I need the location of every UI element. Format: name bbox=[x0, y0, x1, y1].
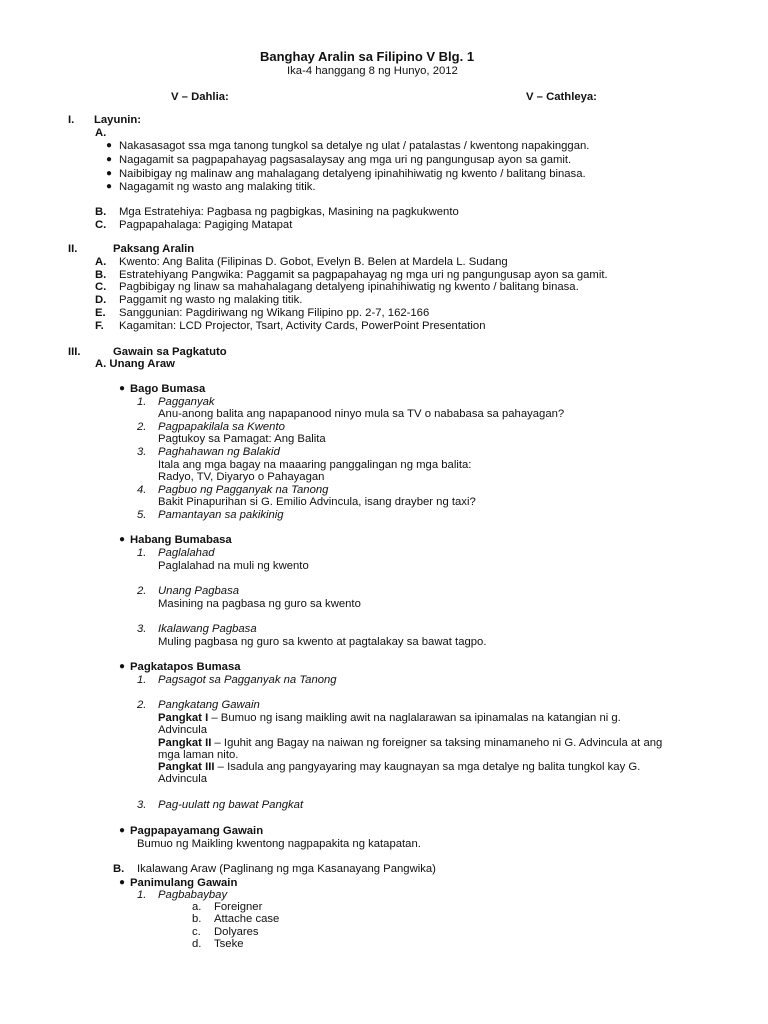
pangkat-2-line bbox=[158, 737, 662, 750]
layunin-heading: Layunin: bbox=[94, 114, 142, 126]
list-item-title: Paghahawan ng Balakid bbox=[158, 446, 280, 458]
list-letter: C. bbox=[95, 281, 107, 293]
list-item-text: Radyo, TV, Diyaryo o Pahayagan bbox=[158, 471, 325, 483]
section-number-i: I. bbox=[68, 114, 75, 126]
pangkat-1-cont: Advincula bbox=[158, 724, 207, 736]
list-item-title: Paglalahad bbox=[158, 547, 215, 559]
pangkat-3-line bbox=[158, 761, 640, 774]
bago-bumasa-heading: Bago Bumasa bbox=[130, 383, 206, 395]
list-item: Estratehiyang Pangwika: Paggamit sa pagpapahayag ng mga uri ng pangungusap ayon sa gamit. bbox=[119, 269, 608, 281]
list-number: 3. bbox=[137, 623, 147, 635]
list-item-title: Pagpapakilala sa Kwento bbox=[158, 421, 285, 433]
pagkatapos-bumasa-heading: Pagkatapos Bumasa bbox=[130, 661, 241, 673]
bullet-icon: ● bbox=[106, 140, 113, 151]
list-item-text: Anu-anong balita ang napapanood ninyo mula sa TV o nababasa sa pahayagan? bbox=[158, 408, 565, 420]
list-number: 3. bbox=[137, 799, 147, 811]
list-item-title: Pag-uulatt ng bawat Pangkat bbox=[158, 799, 304, 811]
list-letter: F. bbox=[95, 320, 104, 332]
list-item: Pagbibigay ng linaw sa mahahalagang detalyeng ipinahihiwatig ng kwento / balitang binasa. bbox=[119, 281, 579, 293]
list-number: 2. bbox=[137, 421, 147, 433]
list-number: 1. bbox=[137, 889, 147, 901]
list-item-text: Pagtukoy sa Pamagat: Ang Balita bbox=[158, 433, 326, 445]
pagpapayamang-gawain-heading: Pagpapayamang Gawain bbox=[130, 825, 264, 837]
pangkat-3-label: Pangkat III bbox=[158, 761, 215, 773]
gawain-heading: Gawain sa Pagkatuto bbox=[113, 346, 227, 358]
pangkat-1-line bbox=[158, 712, 621, 725]
word-letter: d. bbox=[192, 938, 202, 950]
list-item-title: Pagbuo ng Pagganyak na Tanong bbox=[158, 484, 329, 496]
list-item-text: Muling pagbasa ng guro sa kwento at pagtalakay sa bawat tagpo. bbox=[158, 636, 487, 648]
layunin-c-text: Pagpapahalaga: Pagiging Matapat bbox=[119, 219, 293, 231]
word-item: Dolyares bbox=[214, 926, 259, 938]
list-number: 1. bbox=[137, 674, 147, 686]
layunin-c-letter: C. bbox=[95, 219, 107, 231]
word-item: Attache case bbox=[214, 913, 280, 925]
bullet-icon: ● bbox=[119, 383, 126, 394]
bullet-icon: ● bbox=[106, 168, 113, 179]
list-item: Nakasasagot ssa mga tanong tungkol sa detalye ng ulat / patalastas / kwentong napakinggan. bbox=[119, 140, 590, 152]
list-letter: E. bbox=[95, 307, 106, 319]
pangkat-1-label: Pangkat I bbox=[158, 712, 209, 724]
list-item: Sanggunian: Pagdiriwang ng Wikang Filipino pp. 2-7, 162-166 bbox=[119, 307, 430, 319]
ikalawang-araw-letter: B. bbox=[113, 863, 125, 875]
list-number: 5. bbox=[137, 509, 147, 521]
pangkat-1-text: – Bumuo ng isang maikling awit na naglalarawan sa ipinamalas na katangian ni g. bbox=[208, 712, 621, 724]
list-number: 1. bbox=[137, 396, 147, 408]
section-number-iii: III. bbox=[68, 346, 81, 358]
layunin-b-text: Mga Estratehiya: Pagbasa ng pagbigkas, Masining na pagkukwento bbox=[119, 206, 459, 218]
list-item-title: Pagsagot sa Pagganyak na Tanong bbox=[158, 674, 337, 686]
list-item-title: Pangkatang Gawain bbox=[158, 699, 260, 711]
list-item-title: Pamantayan sa pakikinig bbox=[158, 509, 284, 521]
word-letter: b. bbox=[192, 913, 202, 925]
list-number: 3. bbox=[137, 446, 147, 458]
layunin-a-letter: A. bbox=[95, 127, 107, 139]
list-item-text: Paglalahad na muli ng kwento bbox=[158, 560, 309, 572]
pangkat-3-cont: Advincula bbox=[158, 773, 207, 785]
section-dahlia: V – Dahlia: bbox=[171, 91, 229, 103]
list-item-title: Ikalawang Pagbasa bbox=[158, 623, 257, 635]
list-item: Paggamit ng wasto ng malaking titik. bbox=[119, 294, 303, 306]
bullet-icon: ● bbox=[119, 877, 126, 888]
list-number: 2. bbox=[137, 699, 147, 711]
word-letter: a. bbox=[192, 901, 202, 913]
word-item: Foreigner bbox=[214, 901, 263, 913]
list-letter: A. bbox=[95, 256, 107, 268]
pagpapayamang-gawain-text: Bumuo ng Maikling kwentong nagpapakita ng katapatan. bbox=[137, 838, 421, 850]
section-number-ii: II. bbox=[68, 243, 78, 255]
bullet-icon: ● bbox=[119, 661, 126, 672]
unang-araw-label: A. Unang Araw bbox=[95, 358, 175, 370]
panimulang-gawain-heading: Panimulang Gawain bbox=[130, 877, 238, 889]
pangkat-2-text: – Iguhit ang Bagay na naiwan ng foreigner sa taksing minamaneho ni G. Advincula at ang bbox=[211, 737, 663, 749]
list-number: 2. bbox=[137, 585, 147, 597]
pangkat-2-label: Pangkat II bbox=[158, 737, 212, 749]
list-number: 4. bbox=[137, 484, 147, 496]
list-item-title: Unang Pagbasa bbox=[158, 585, 240, 597]
list-item-text: Itala ang mga bagay na maaaring panggalingan ng mga balita: bbox=[158, 459, 472, 471]
list-letter: D. bbox=[95, 294, 107, 306]
list-item: Naibibigay ng malinaw ang mahalagang detalyeng ipinahihiwatig ng kwento / balitang binasa. bbox=[119, 168, 586, 180]
date-range: Ika-4 hanggang 8 ng Hunyo, 2012 bbox=[287, 65, 458, 77]
paksa-heading: Paksang Aralin bbox=[113, 243, 195, 255]
list-item: Nagagamit sa pagpapahayag pagsasalaysay ang mga uri ng pangungusap ayon sa gamit. bbox=[119, 154, 572, 166]
bullet-icon: ● bbox=[106, 181, 113, 192]
list-item: Nagagamit ng wasto ang malaking titik. bbox=[119, 181, 316, 193]
section-cathleya: V – Cathleya: bbox=[526, 91, 597, 103]
list-item-title: Pagganyak bbox=[158, 396, 215, 408]
list-item: Kagamitan: LCD Projector, Tsart, Activity Cards, PowerPoint Presentation bbox=[119, 320, 486, 332]
list-item-text: Bakit Pinapurihan si G. Emilio Advincula, isang drayber ng taxi? bbox=[158, 496, 476, 508]
layunin-b-letter: B. bbox=[95, 206, 107, 218]
bullet-icon: ● bbox=[119, 825, 126, 836]
list-number: 1. bbox=[137, 547, 147, 559]
list-item-title: Pagbabaybay bbox=[158, 889, 228, 901]
list-item: Kwento: Ang Balita (Filipinas D. Gobot, Evelyn B. Belen at Mardela L. Sudang bbox=[119, 256, 508, 268]
page-title: Banghay Aralin sa Filipino V Blg. 1 bbox=[260, 49, 475, 64]
bullet-icon: ● bbox=[119, 534, 126, 545]
pangkat-2-cont: mga laman nito. bbox=[158, 749, 239, 761]
bullet-icon: ● bbox=[106, 154, 113, 165]
pangkat-3-text: – Isadula ang pangyayaring may kaugnayan sa mga detalye ng balita tungkol kay G. bbox=[214, 761, 641, 773]
list-letter: B. bbox=[95, 269, 107, 281]
ikalawang-araw-text: Ikalawang Araw (Paglinang ng mga Kasanayang Pangwika) bbox=[137, 863, 436, 875]
list-item-text: Masining na pagbasa ng guro sa kwento bbox=[158, 598, 361, 610]
word-item: Tseke bbox=[214, 938, 244, 950]
word-letter: c. bbox=[192, 926, 201, 938]
habang-bumabasa-heading: Habang Bumabasa bbox=[130, 534, 232, 546]
